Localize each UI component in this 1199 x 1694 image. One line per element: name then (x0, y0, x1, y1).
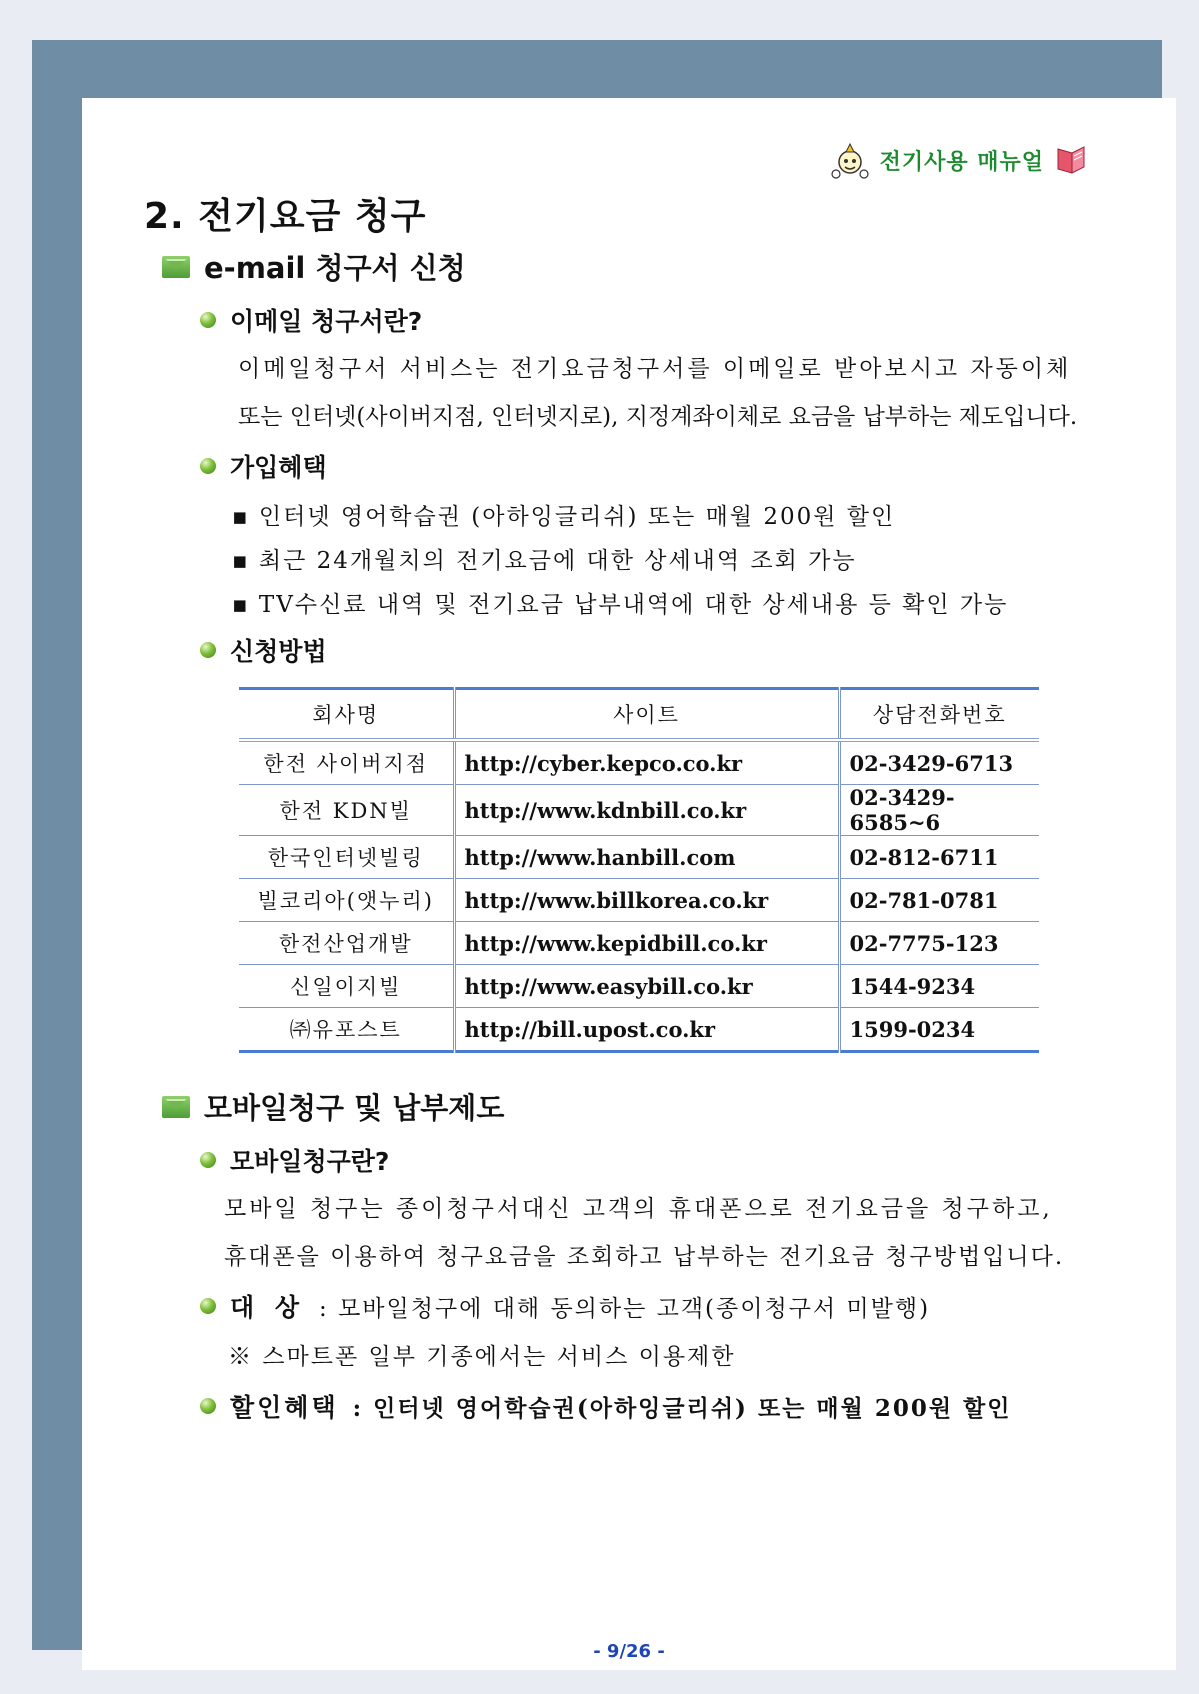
benefits-heading (200, 448, 327, 484)
mobile-target (200, 1288, 930, 1324)
email-what-heading-text: 이메일 청구서란? (230, 307, 423, 336)
email-what-heading (200, 302, 422, 338)
discount-text: : 인터넷 영어학습권(아하잉글리쉬) 또는 매월 200원 할인 (352, 1394, 1012, 1422)
email-heading-text: e-mail 청구서 신청 (204, 251, 466, 285)
header-phone: 상담전화번호 (839, 689, 1039, 741)
green-ball-icon (200, 1152, 216, 1168)
green-ball-icon (200, 1398, 216, 1414)
mobile-what-line-2: 휴대폰을 이용하여 청구요금을 조회하고 납부하는 전기요금 청구방법입니다. (224, 1244, 1065, 1270)
company-cell: ㈜유포스트 (239, 1008, 454, 1052)
mascot-icon (830, 140, 870, 180)
envelope-icon (162, 256, 190, 278)
benefit-item: ▪ TV수신료 내역 및 전기요금 납부내역에 대한 상세내용 등 확인 가능 (232, 592, 1009, 618)
table-row (239, 922, 1039, 965)
company-cell: 한전산업개발 (239, 922, 454, 965)
table-row (239, 879, 1039, 922)
company-cell: 빌코리아(앳누리) (239, 879, 454, 922)
email-heading (162, 246, 466, 287)
manual-logo (830, 140, 1088, 180)
method-heading (200, 632, 327, 668)
site-link[interactable]: http://www.kdnbill.co.kr (454, 785, 839, 836)
mobile-heading (162, 1086, 504, 1127)
mobile-what-heading (200, 1142, 389, 1178)
table-row (239, 1008, 1039, 1052)
site-link[interactable]: http://bill.upost.co.kr (454, 1008, 839, 1052)
phone-cell: 02-812-6711 (839, 836, 1039, 879)
header-company: 회사명 (239, 689, 454, 741)
section-title: 2. 전기요금 청구 (144, 196, 427, 237)
mobile-what-heading-text: 모바일청구란? (230, 1147, 390, 1176)
site-link[interactable]: http://www.easybill.co.kr (454, 965, 839, 1008)
phone-cell: 02-7775-123 (839, 922, 1039, 965)
benefit-item: ▪ 최근 24개월치의 전기요금에 대한 상세내역 조회 가능 (232, 548, 857, 574)
phone-cell: 02-781-0781 (839, 879, 1039, 922)
email-what-line-1: 이메일청구서 서비스는 전기요금청구서를 이메일로 받아보시고 자동이체 (238, 356, 1072, 382)
benefits-heading-text: 가입혜택 (230, 453, 327, 482)
page-frame (32, 40, 1162, 1662)
email-what-line-2: 또는 인터넷(사이버지점, 인터넷지로), 지정계좌이체로 요금을 납부하는 제도입니다. (238, 404, 1078, 430)
table-header-row (239, 689, 1039, 741)
target-label: 대 상 (230, 1293, 306, 1322)
mobile-discount (200, 1388, 1012, 1424)
discount-label: 할인혜택 (230, 1393, 339, 1422)
phone-cell: 1544-9234 (839, 965, 1039, 1008)
table-row (239, 836, 1039, 879)
table-row (239, 965, 1039, 1008)
document-page (82, 98, 1176, 1670)
manual-title: 전기사용 매뉴얼 (879, 149, 1044, 175)
mobile-heading-text: 모바일청구 및 납부제도 (204, 1091, 505, 1125)
green-ball-icon (200, 312, 216, 328)
method-heading-text: 신청방법 (230, 637, 327, 666)
phone-cell: 02-3429-6585~6 (839, 785, 1039, 836)
table-row (239, 785, 1039, 836)
phone-cell: 1599-0234 (839, 1008, 1039, 1052)
benefit-item: ▪ 인터넷 영어학습권 (아하잉글리쉬) 또는 매월 200원 할인 (232, 504, 896, 530)
company-cell: 한전 KDN빌 (239, 785, 454, 836)
company-cell: 한전 사이버지점 (239, 740, 454, 785)
green-ball-icon (200, 458, 216, 474)
page-number: - 9/26 - (593, 1641, 665, 1662)
provider-table (239, 687, 1039, 1053)
table-row (239, 740, 1039, 785)
site-link[interactable]: http://www.hanbill.com (454, 836, 839, 879)
header-site: 사이트 (454, 689, 839, 741)
target-text: : 모바일청구에 대해 동의하는 고객(종이청구서 미발행) (319, 1295, 931, 1322)
phone-cell: 02-3429-6713 (839, 740, 1039, 785)
book-icon (1054, 143, 1088, 177)
green-ball-icon (200, 642, 216, 658)
site-link[interactable]: http://www.billkorea.co.kr (454, 879, 839, 922)
green-ball-icon (200, 1298, 216, 1314)
company-cell: 한국인터넷빌링 (239, 836, 454, 879)
envelope-icon (162, 1096, 190, 1118)
site-link[interactable]: http://www.kepidbill.co.kr (454, 922, 839, 965)
mobile-what-line-1: 모바일 청구는 종이청구서대신 고객의 휴대폰으로 전기요금을 청구하고, (224, 1196, 1053, 1222)
target-note: ※ 스마트폰 일부 기종에서는 서비스 이용제한 (228, 1344, 736, 1370)
site-link[interactable]: http://cyber.kepco.co.kr (454, 740, 839, 785)
company-cell: 신일이지빌 (239, 965, 454, 1008)
